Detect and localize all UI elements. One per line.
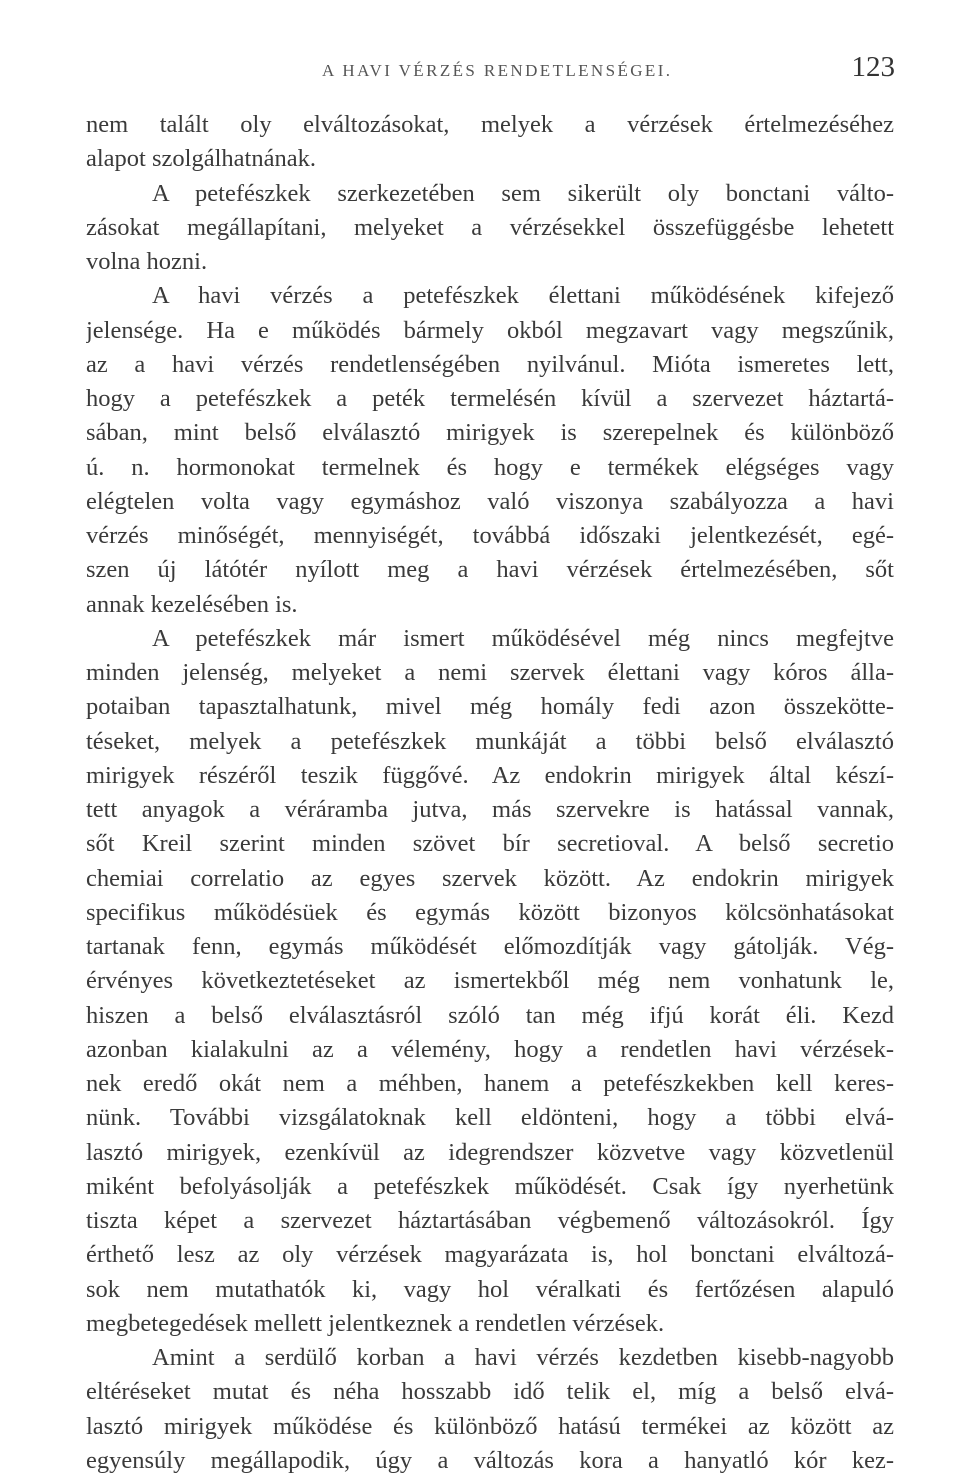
text-line: hiszen a belső elválasztásról szóló tan még ifjú korát éli. Kezd [86, 1001, 894, 1029]
text-line: A petefészkek már ismert működésével még nincs megfejtve [152, 624, 894, 652]
running-head-title: A HAVI VÉRZÉS RENDETLENSÉGEI. [322, 61, 673, 80]
text-line: eltéréseket mutat és néha hosszabb idő telik el, míg a belső elvá- [86, 1378, 894, 1406]
running-header [120, 51, 895, 95]
text-line: érthető lesz az oly vérzések magyarázata is, hol bonctani elváltozá- [86, 1241, 894, 1269]
text-line: nünk. További vizsgálatoknak kell eldönteni, hogy a többi elvá- [86, 1104, 894, 1132]
body-text [86, 108, 894, 1478]
text-line: lasztó mirigyek működése és különböző hatású termékei az között az [86, 1412, 894, 1440]
text-line: nek eredő okát nem a méhben, hanem a petefészkekben kell keres- [86, 1070, 894, 1097]
text-line: Amint a serdülő korban a havi vérzés kezdetben kisebb-nagyobb [152, 1344, 894, 1371]
text-line: azonban kialakulni az a vélemény, hogy a rendetlen havi vérzések- [86, 1035, 894, 1063]
text-line: sok nem mutathatók ki, vagy hol véralkati és fertőzésen alapuló [86, 1275, 894, 1303]
text-line: A petefészkek szerkezetében sem sikerült oly bonctani válto- [152, 179, 894, 207]
text-line: sában, mint belső elválasztó mirigyek is szerepelnek és különböző [86, 419, 894, 447]
text-line: minden jelenség, melyeket a nemi szervek élettani vagy kóros álla- [86, 659, 894, 686]
text-line: A havi vérzés a petefészkek élettani működésének kifejező [152, 282, 894, 310]
text-line: mirigyek részéről teszik függővé. Az endokrin mirigyek által készí- [86, 761, 894, 789]
text-line: szen új látótér nyílott meg a havi vérzések értelmezésében, sőt [86, 556, 894, 584]
text-line: jelensége. Ha e működés bármely okból megzavart vagy megszűnik, [86, 316, 894, 344]
text-line: volna hozni. [86, 248, 208, 275]
text-line: alapot szolgálhatnának. [86, 145, 316, 173]
text-line: chemiai correlatio az egyes szervek között. Az endokrin mirigyek [86, 864, 894, 892]
text-line: téseket, melyek a petefészkek munkáját a többi belső elválasztó [86, 727, 894, 755]
text-line: tett anyagok a véráramba jutva, más szervekre is hatással vannak, [86, 796, 894, 823]
text-line: tiszta képet a szervezet háztartásában végbemenő változásokról. Így [86, 1207, 894, 1234]
text-line: ú. n. hormonokat termelnek és hogy e termékek elégséges vagy [86, 453, 894, 481]
text-line: elégtelen volta vagy egymáshoz való viszonya szabályozza a havi [86, 487, 894, 515]
text-line: specifikus működésüek és egymás között bizonyos kölcsönhatásokat [86, 898, 894, 926]
text-line: nem talált oly elváltozásokat, melyek a vérzések értelmezéséhez [86, 111, 894, 138]
page-number: 123 [851, 51, 895, 83]
text-line: zásokat megállapítani, melyeket a vérzésekkel összefüggésbe lehetett [86, 213, 894, 241]
text-line: megbetegedések mellett jelentkeznek a rendetlen vérzések. [86, 1309, 665, 1337]
text-line: annak kezelésében is. [86, 590, 298, 618]
text-line: hogy a petefészkek a peték termelésén kívül a szervezet háztartá- [86, 385, 894, 412]
text-line: miként befolyásolják a petefészkek működését. Csak így nyerhetünk [86, 1172, 894, 1200]
text-line: egyensúly megállapodik, úgy a változás kora a hanyatló kór kez- [86, 1446, 894, 1474]
text-line: tartanak fenn, egymás működését előmozdítják vagy gátolják. Vég- [86, 933, 894, 960]
text-line: érvényes következtetéseket az ismertekből még nem vonhatunk le, [86, 967, 894, 995]
text-line: sőt Kreil szerint minden szövet bír secretioval. A belső secretio [86, 830, 894, 858]
text-line: potaiban tapasztalhatunk, mivel még homály fedi azon összekötte- [86, 693, 894, 721]
text-line: az a havi vérzés rendetlenségében nyilvánul. Mióta ismeretes lett, [86, 350, 894, 378]
text-line: vérzés minőségét, mennyiségét, továbbá időszaki jelentkezését, egé- [86, 522, 894, 549]
text-line: lasztó mirigyek, ezenkívül az idegrendszer közvetve vagy közvetlenül [86, 1138, 894, 1166]
